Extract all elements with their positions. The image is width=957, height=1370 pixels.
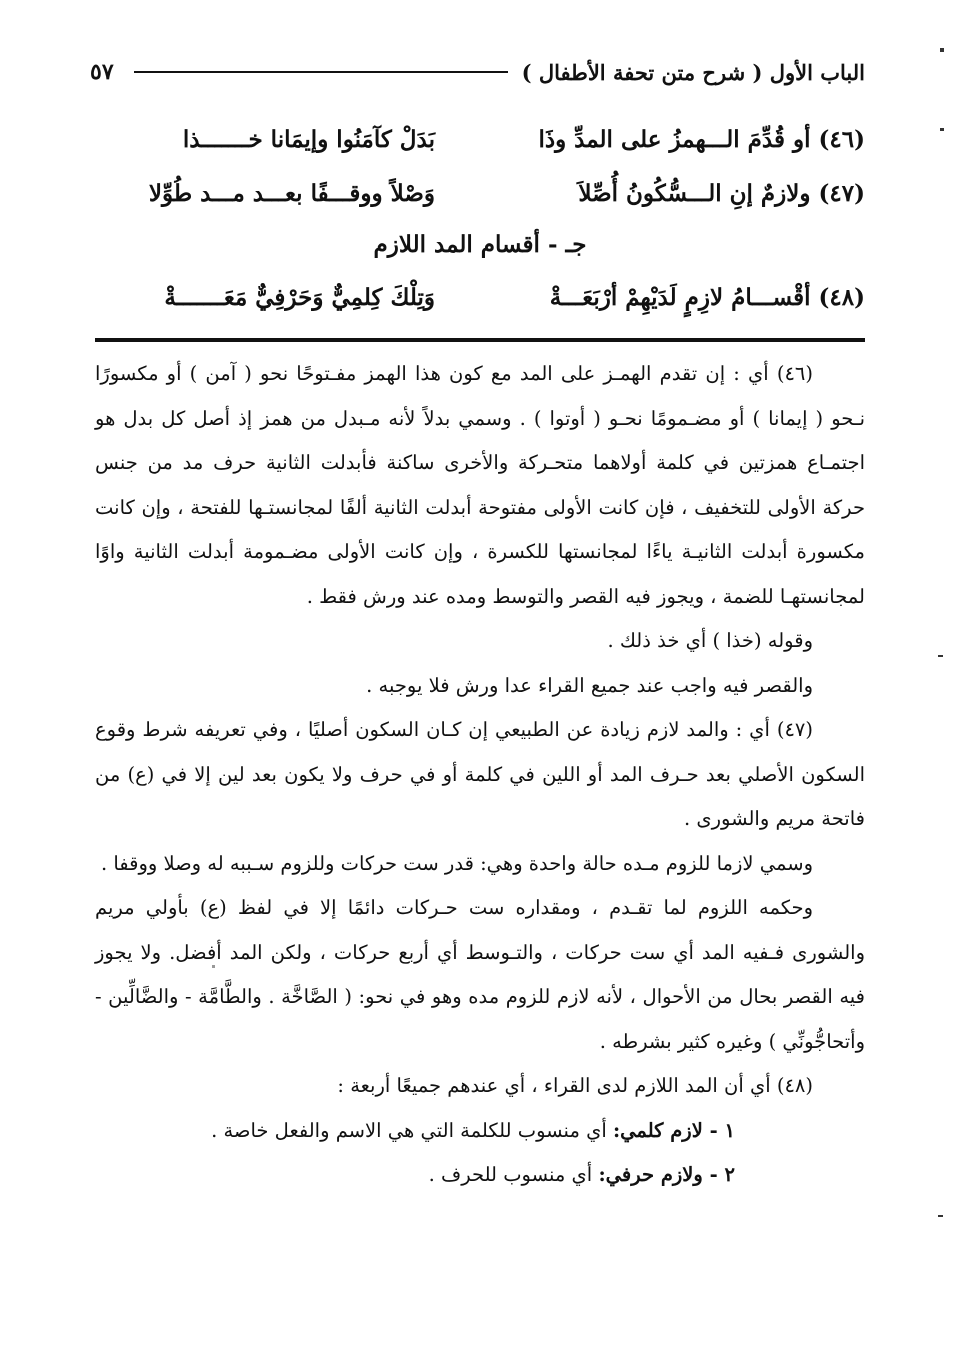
header-rule [134, 71, 508, 73]
paragraph: وقوله (خذا ) أي خذ ذلك . [607, 629, 813, 652]
paragraph: وسمي لازما للزوم مـده حالة واحدة وهي: قدر ست حركات وللزوم سـببه له وصلا ووقفا . [100, 851, 813, 875]
paragraph: وحكمه اللزوم لما تقـدم ، ومقداره ست حـركات دائمًا إلا في لفظ (ع) بأولي مريم والشورى فـفيه المد أي ست حركات ، والتـوسط أي أربع حركات ، ولكن المد أفضل. ولا يجوز فيه القصر بحال من الأحوال ، لأنه لازم للزوم مده وهو في نحو: ( الصَّاخَّة . والطَّامَّة - والضَّالِّين - وأتحاجُّونِّي ) وغيره كثير بشرطه . [95, 896, 865, 1053]
verse-47 [95, 166, 865, 220]
list-term: ٢ - ولازم حرفي: [598, 1163, 735, 1186]
commentary [95, 352, 865, 1198]
verse-first-hemistich: (٤٨) أقْســـامُ لازِمٍ لَدَيْهِمْ أرْبَعَـــةْ [549, 283, 865, 311]
scan-speck [938, 655, 943, 657]
verse-block [95, 112, 865, 324]
section-heading: جـ - أقسام المد اللازم [373, 231, 587, 258]
chapter-title: الباب الأول ( شرح متن تحفة الأطفال ) [521, 59, 865, 85]
scan-speck [940, 128, 944, 131]
list-text: أي منسوب للحرف . [428, 1163, 599, 1186]
verse-46 [95, 112, 865, 166]
section-divider [95, 338, 865, 342]
verse-second-hemistich: وَتِلْكَ كِلمِيٌّ وَحَرْفِيٌّ مَعَـــــــةْ [164, 283, 435, 311]
list-term: ١ - لازم كلمي: [612, 1118, 735, 1142]
paragraph: (٤٨) أي أن المد اللازم لدى القراء ، أي عندهم جميعًا أربعة : [337, 1074, 813, 1097]
verse-second-hemistich: بَدَلْ كآمَنُوا وإيمَانا خـــــــذا [182, 125, 435, 153]
paragraph: (٤٦) أي : إن تقدم الهمـز على المد مع كون هذا الهمز مفـتوحًا نحو ( آمن ) أو مكسورًا نـحو ( إيمانا ) أو مضـمومًا نحـو ( أوتوا ) . وسمي بدلاً لأنه مـبدل من همز إذ أصل كل بدل هو اجتمـاع همزتين في كلمة أولاهما متحـركة والأخرى ساكنة فأبدلت الثانية حرف مد من جنس حركة الأولى للتخفيف ، فإن كانت الأولى مفتوحة أبدلت الثانية ألفًا لمجانستـها للفتحة ، وإن كانت مكسورة أبدلت الثانيـة ياءًا لمجانستها للكسرة ، وإن كانت الأولى مضـمومة أبدلت الثانية واوًا لمجانستهـا للضمة ، ويجوز فيه القصر والتوسط ومده عند ورش فقط . [95, 362, 865, 608]
page-number: ٥٧ [90, 59, 114, 85]
scan-speck [938, 1215, 943, 1217]
verse-48 [95, 270, 865, 324]
scan-speck [212, 965, 215, 968]
list-item [95, 1109, 865, 1154]
list-item [95, 1153, 865, 1198]
paragraph: والقصر فيه واجب عند جميع القراء عدا ورش فلا يوجبه . [366, 673, 813, 697]
running-header [90, 52, 865, 92]
verse-second-hemistich: وَصْلاً ووقـــفًا بعـــد مـــد طُوِّلا [148, 179, 435, 207]
scan-speck [940, 48, 944, 52]
paragraph: (٤٧) أي : والمد لازم زيادة عن الطبيعي إن كـان السكون أصليًا ، وفي تعريفه شرط وقوع السكون الأصلي بعد حـرف المد أو اللين في كلمة أو في حرف ولا يكون بعد لين إلا في (ع) من فاتحة مريم والشورى . [95, 718, 865, 830]
verse-first-hemistich: (٤٦) أو قُدِّمَ الـــهمزُ على المدِّ وذَا [538, 125, 865, 153]
verse-first-hemistich: (٤٧) ولازمٌ إنِ الـــسُّكُونُ أُصِّلاَ [578, 179, 865, 207]
list-text: أي منسوب للكلمة التي هي الاسم والفعل خاصة . [211, 1118, 613, 1142]
